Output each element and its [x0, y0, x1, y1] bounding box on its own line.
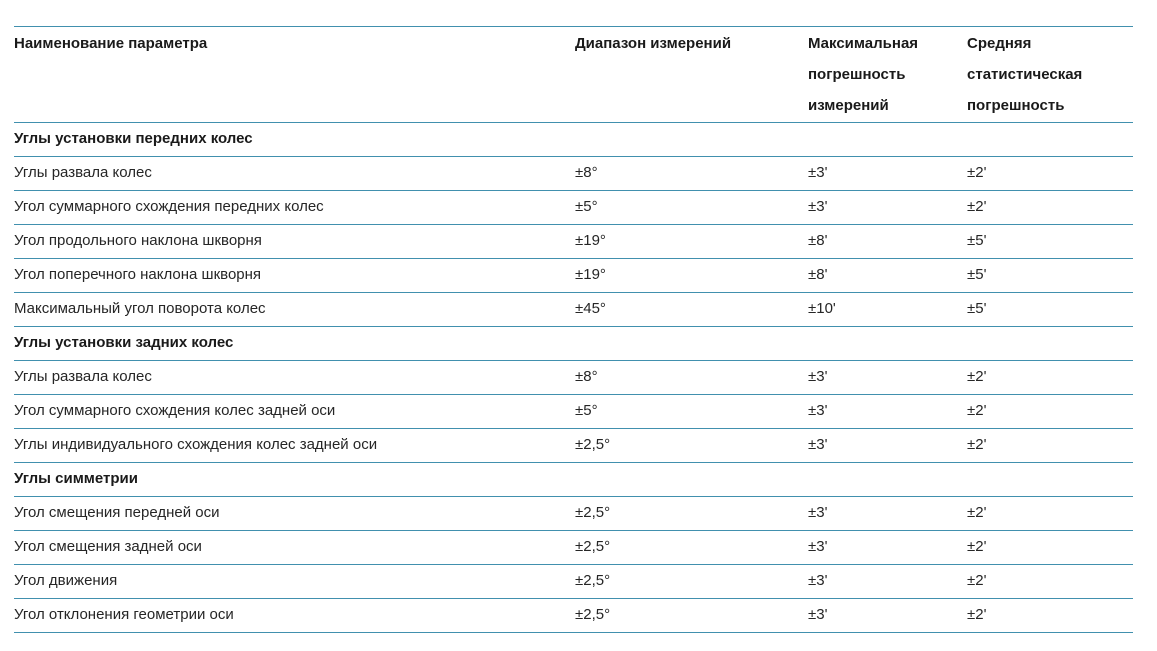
table-row [14, 565, 1133, 599]
max-error-cell: ±3' [808, 191, 967, 225]
max-error-cell: ±3' [808, 395, 967, 429]
range-cell: ±19° [575, 225, 808, 259]
param-name-cell: Угол движения [14, 565, 575, 599]
avg-error-cell: ±2' [967, 429, 1133, 463]
table-row [14, 599, 1133, 633]
avg-error-cell: ±2' [967, 565, 1133, 599]
range-cell: ±8° [575, 157, 808, 191]
table-row [14, 429, 1133, 463]
table-header-row [14, 27, 1133, 123]
section-title: Углы установки передних колес [14, 123, 1133, 157]
avg-error-cell: ±2' [967, 497, 1133, 531]
col-header-max-error: Максимальная погрешность измерений [808, 27, 967, 123]
table-row [14, 395, 1133, 429]
max-error-cell: ±3' [808, 429, 967, 463]
max-error-cell: ±8' [808, 259, 967, 293]
max-error-cell: ±8' [808, 225, 967, 259]
max-error-cell: ±3' [808, 497, 967, 531]
col-header-avg-stat-error: Средняя статистическая погрешность [967, 27, 1133, 123]
range-cell: ±45° [575, 293, 808, 327]
section-row-symmetry-angles [14, 463, 1133, 497]
table-row [14, 497, 1133, 531]
section-row-front-wheels [14, 123, 1133, 157]
max-error-cell: ±3' [808, 531, 967, 565]
max-error-cell: ±3' [808, 361, 967, 395]
col-header-measurement-range: Диапазон измерений [575, 27, 808, 123]
max-error-cell: ±3' [808, 157, 967, 191]
table-row [14, 293, 1133, 327]
param-name-cell: Максимальный угол поворота колес [14, 293, 575, 327]
param-name-cell: Угол суммарного схождения передних колес [14, 191, 575, 225]
avg-error-cell: ±2' [967, 157, 1133, 191]
col-header-parameter-name: Наименование параметра [14, 27, 575, 123]
table-row [14, 157, 1133, 191]
section-title: Углы симметрии [14, 463, 1133, 497]
range-cell: ±2,5° [575, 429, 808, 463]
avg-error-cell: ±5' [967, 293, 1133, 327]
section-row-rear-wheels [14, 327, 1133, 361]
table-row [14, 191, 1133, 225]
param-name-cell: Угол продольного наклона шкворня [14, 225, 575, 259]
avg-error-cell: ±5' [967, 225, 1133, 259]
param-name-cell: Углы индивидуального схождения колес задней оси [14, 429, 575, 463]
section-title: Углы установки задних колес [14, 327, 1133, 361]
avg-error-cell: ±2' [967, 599, 1133, 633]
specs-table [14, 26, 1133, 633]
table-row [14, 225, 1133, 259]
param-name-cell: Углы развала колес [14, 361, 575, 395]
table-row [14, 531, 1133, 565]
table-row [14, 361, 1133, 395]
max-error-cell: ±3' [808, 599, 967, 633]
table-row [14, 259, 1133, 293]
range-cell: ±8° [575, 361, 808, 395]
param-name-cell: Угол смещения задней оси [14, 531, 575, 565]
range-cell: ±19° [575, 259, 808, 293]
range-cell: ±5° [575, 395, 808, 429]
avg-error-cell: ±2' [967, 191, 1133, 225]
avg-error-cell: ±2' [967, 361, 1133, 395]
param-name-cell: Угол суммарного схождения колес задней оси [14, 395, 575, 429]
range-cell: ±2,5° [575, 565, 808, 599]
max-error-cell: ±10' [808, 293, 967, 327]
avg-error-cell: ±2' [967, 395, 1133, 429]
range-cell: ±2,5° [575, 531, 808, 565]
param-name-cell: Угол поперечного наклона шкворня [14, 259, 575, 293]
range-cell: ±2,5° [575, 497, 808, 531]
range-cell: ±5° [575, 191, 808, 225]
avg-error-cell: ±5' [967, 259, 1133, 293]
param-name-cell: Угол отклонения геометрии оси [14, 599, 575, 633]
max-error-cell: ±3' [808, 565, 967, 599]
range-cell: ±2,5° [575, 599, 808, 633]
param-name-cell: Углы развала колес [14, 157, 575, 191]
avg-error-cell: ±2' [967, 531, 1133, 565]
param-name-cell: Угол смещения передней оси [14, 497, 575, 531]
